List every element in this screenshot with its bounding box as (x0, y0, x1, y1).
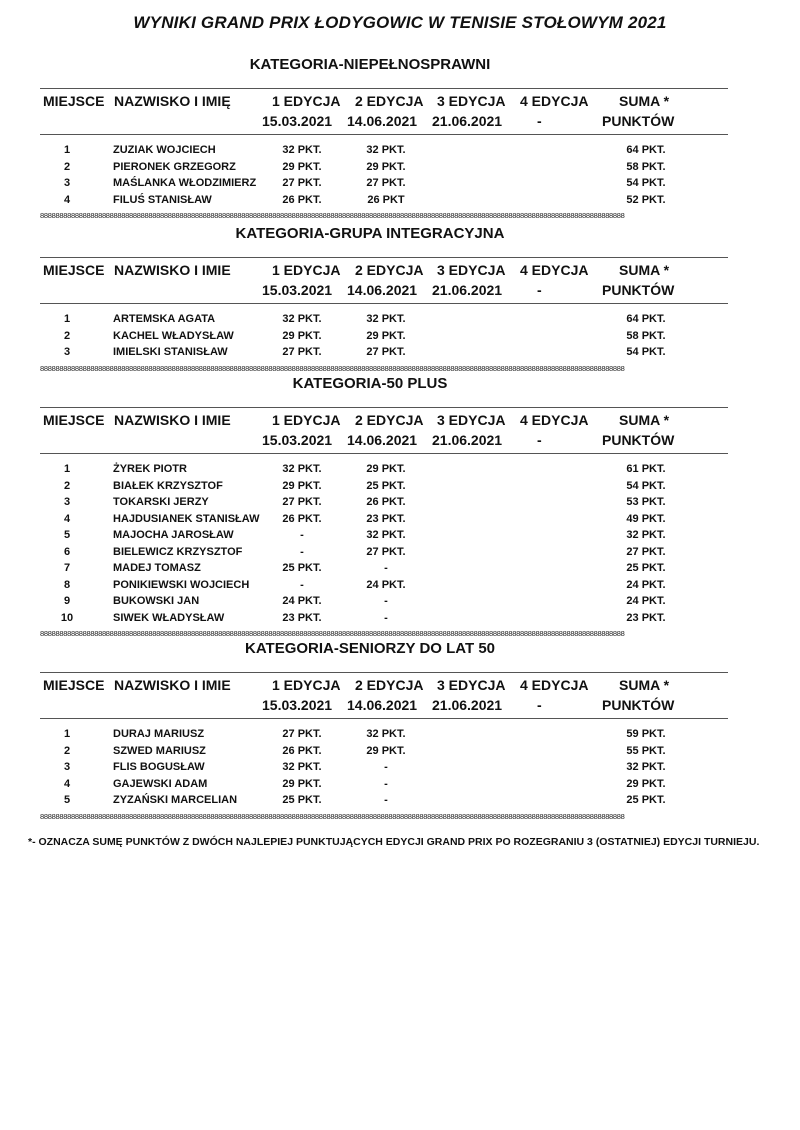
place-cell: 2 (63, 479, 71, 492)
page-title: WYNIKI GRAND PRIX ŁODYGOWIC W TENISIE STOŁOWYM 2021 (133, 13, 667, 32)
edition-2-points-cell: 29 PKT. (366, 744, 406, 757)
section-separator: 8888888888888888888888888888888888888888888888888888888888888888888888888888888888888888888888888888888888888888888888888888888888888888888888888888888 (40, 812, 625, 821)
total-points-cell: 27 PKT. (626, 545, 666, 558)
header-bottom-rule (40, 453, 728, 454)
column-subheader-d2: 14.06.2021 (347, 432, 418, 448)
column-header-e3: 3 EDYCJA (437, 677, 506, 693)
column-subheader-d2: 14.06.2021 (347, 113, 418, 129)
edition-1-points-cell: 27 PKT. (282, 346, 322, 358)
edition-2-points-cell: 32 PKT. (366, 144, 406, 156)
player-name-cell: FLIS BOGUSŁAW (113, 761, 205, 773)
column-header-e2: 2 EDYCJA (355, 412, 424, 428)
table-row (0, 480, 800, 496)
player-name-cell: ŻYREK PIOTR (113, 463, 187, 475)
edition-1-points-cell: 23 PKT. (282, 611, 322, 624)
edition-1-points-cell: 32 PKT. (282, 463, 322, 475)
edition-1-points-cell: 25 PKT. (282, 794, 322, 806)
column-header-e3: 3 EDYCJA (437, 412, 506, 428)
player-name-cell: ZUZIAK WOJCIECH (113, 144, 216, 156)
column-header-pos: MIEJSCE (43, 262, 105, 278)
place-cell: 2 (63, 160, 71, 173)
place-cell: 2 (63, 744, 71, 757)
column-header-e3: 3 EDYCJA (437, 93, 506, 109)
edition-1-points-cell: - (300, 545, 304, 558)
table-row (0, 778, 800, 794)
edition-2-points-cell: - (384, 562, 388, 574)
header-top-rule (40, 88, 728, 89)
column-subheader-d1: 15.03.2021 (262, 432, 333, 448)
player-name-cell: MADEJ TOMASZ (113, 562, 201, 574)
player-name-cell: BIAŁEK KRZYSZTOF (113, 479, 223, 492)
column-header-e2: 2 EDYCJA (355, 677, 424, 693)
table-row (0, 745, 800, 761)
category-section (0, 375, 800, 638)
player-name-cell: IMIELSKI STANISŁAW (113, 346, 228, 358)
player-name-cell: SIWEK WŁADYSŁAW (113, 611, 225, 624)
column-subheader-d3: 21.06.2021 (432, 282, 503, 298)
player-name-cell: FILUŚ STANISŁAW (113, 193, 212, 206)
table-row (0, 595, 800, 611)
player-name-cell: MAJOCHA JAROSŁAW (113, 529, 234, 541)
edition-2-points-cell: 29 PKT. (366, 160, 406, 173)
edition-1-points-cell: 32 PKT. (282, 144, 322, 156)
total-points-cell: 64 PKT. (626, 313, 666, 325)
player-name-cell: BUKOWSKI JAN (113, 595, 200, 607)
total-points-cell: 53 PKT. (626, 496, 666, 508)
total-points-cell: 61 PKT. (626, 463, 666, 475)
column-subheader-sum2: PUNKTÓW (602, 282, 675, 298)
edition-2-points-cell: - (384, 611, 388, 624)
player-name-cell: PIERONEK GRZEGORZ (113, 160, 236, 173)
player-name-cell: PONIKIEWSKI WOJCIECH (113, 578, 250, 591)
table-row (0, 728, 800, 744)
total-points-cell: 54 PKT. (626, 346, 666, 358)
column-subheader-d2: 14.06.2021 (347, 697, 418, 713)
player-name-cell: GAJEWSKI ADAM (113, 777, 208, 790)
column-header-sum: SUMA * (619, 93, 670, 109)
total-points-cell: 25 PKT. (626, 794, 666, 806)
edition-2-points-cell: 24 PKT. (366, 578, 406, 591)
column-header-e4: 4 EDYCJA (520, 677, 589, 693)
table-row (0, 346, 800, 362)
header-bottom-rule (40, 134, 728, 135)
column-header-e1: 1 EDYCJA (272, 677, 341, 693)
category-title: KATEGORIA-NIEPEŁNOSPRAWNI (249, 56, 491, 73)
edition-2-points-cell: 29 PKT. (366, 329, 406, 342)
total-points-cell: 24 PKT. (626, 578, 666, 591)
table-row (0, 579, 800, 595)
edition-1-points-cell: 29 PKT. (282, 329, 322, 342)
total-points-cell: 32 PKT. (626, 529, 666, 541)
total-points-cell: 24 PKT. (626, 595, 666, 607)
edition-2-points-cell: - (384, 761, 388, 773)
column-header-pos: MIEJSCE (43, 677, 105, 693)
column-header-e4: 4 EDYCJA (520, 93, 589, 109)
total-points-cell: 32 PKT. (626, 761, 666, 773)
column-subheader-d4: - (537, 282, 542, 298)
section-separator: 8888888888888888888888888888888888888888888888888888888888888888888888888888888888888888888888888888888888888888888888888888888888888888888888888888888 (40, 630, 625, 638)
table-row (0, 562, 800, 578)
total-points-cell: 52 PKT. (626, 193, 666, 206)
place-cell: 5 (63, 529, 71, 541)
edition-2-points-cell: 27 PKT. (366, 346, 406, 358)
place-cell: 1 (63, 144, 71, 156)
edition-1-points-cell: 26 PKT. (282, 193, 322, 206)
header-bottom-rule (40, 718, 728, 719)
total-points-cell: 55 PKT. (626, 744, 666, 757)
edition-2-points-cell: 27 PKT. (366, 177, 406, 189)
footnote: *- OZNACZA SUMĘ PUNKTÓW Z DWÓCH NAJLEPIEJ PUNKTUJĄCYCH EDYCJI GRAND PRIX PO ROZEGRANIU 3 (OSTATNIEJ) EDYCJI TURNIEJU. (28, 836, 760, 848)
total-points-cell: 54 PKT. (626, 177, 666, 189)
column-header-name: NAZWISKO I IMIĘ (114, 93, 231, 109)
table-row (0, 330, 800, 346)
player-name-cell: SZWED MARIUSZ (113, 744, 206, 757)
table-row (0, 463, 800, 479)
edition-1-points-cell: 32 PKT. (282, 313, 322, 325)
place-cell: 4 (63, 512, 71, 525)
column-header-pos: MIEJSCE (43, 412, 105, 428)
player-name-cell: ARTEMSKA AGATA (113, 313, 216, 325)
edition-2-points-cell: - (384, 777, 388, 790)
category-section (0, 640, 800, 840)
place-cell: 2 (63, 329, 71, 342)
column-header-e2: 2 EDYCJA (355, 93, 424, 109)
place-cell: 4 (63, 193, 71, 206)
edition-2-points-cell: 27 PKT. (366, 545, 406, 558)
edition-2-points-cell: 25 PKT. (366, 479, 406, 492)
table-row (0, 761, 800, 777)
edition-2-points-cell: - (384, 794, 388, 806)
total-points-cell: 59 PKT. (626, 728, 666, 740)
total-points-cell: 25 PKT. (626, 562, 666, 574)
place-cell: 3 (63, 761, 71, 773)
header-top-rule (40, 407, 728, 408)
table-row (0, 177, 800, 193)
edition-2-points-cell: 29 PKT. (366, 463, 406, 475)
column-subheader-d1: 15.03.2021 (262, 697, 333, 713)
table-row (0, 513, 800, 529)
table-row (0, 144, 800, 160)
edition-1-points-cell: 27 PKT. (282, 177, 322, 189)
column-subheader-sum2: PUNKTÓW (602, 113, 675, 129)
edition-1-points-cell: 29 PKT. (282, 777, 322, 790)
edition-2-points-cell: 26 PKT. (366, 496, 406, 508)
player-name-cell: TOKARSKI JERZY (113, 496, 209, 508)
table-row (0, 794, 800, 810)
column-subheader-d1: 15.03.2021 (262, 113, 333, 129)
column-subheader-sum2: PUNKTÓW (602, 697, 675, 713)
column-header-e1: 1 EDYCJA (272, 412, 341, 428)
table-row (0, 194, 800, 210)
column-header-sum: SUMA * (619, 262, 670, 278)
header-top-rule (40, 672, 728, 673)
edition-1-points-cell: - (300, 529, 304, 541)
column-header-name: NAZWISKO I IMIE (114, 412, 231, 428)
table-row (0, 546, 800, 562)
column-subheader-d3: 21.06.2021 (432, 432, 503, 448)
column-header-e4: 4 EDYCJA (520, 262, 589, 278)
edition-1-points-cell: 32 PKT. (282, 761, 322, 773)
edition-1-points-cell: - (300, 578, 304, 591)
place-cell: 3 (63, 346, 71, 358)
edition-1-points-cell: 26 PKT. (282, 744, 322, 757)
column-header-sum: SUMA * (619, 677, 670, 693)
player-name-cell: BIELEWICZ KRZYSZTOF (113, 545, 243, 558)
place-cell: 1 (63, 313, 71, 325)
player-name-cell: DURAJ MARIUSZ (113, 728, 205, 740)
place-cell: 1 (63, 463, 71, 475)
place-cell: 10 (60, 611, 74, 624)
table-row (0, 161, 800, 177)
player-name-cell: HAJDUSIANEK STANISŁAW (113, 512, 260, 525)
column-header-sum: SUMA * (619, 412, 670, 428)
column-subheader-d4: - (537, 432, 542, 448)
place-cell: 6 (63, 545, 71, 558)
column-header-e3: 3 EDYCJA (437, 262, 506, 278)
header-bottom-rule (40, 303, 728, 304)
total-points-cell: 58 PKT. (626, 160, 666, 173)
column-header-e1: 1 EDYCJA (272, 93, 341, 109)
edition-1-points-cell: 27 PKT. (282, 728, 322, 740)
edition-2-points-cell: 23 PKT. (366, 512, 406, 525)
place-cell: 3 (63, 496, 71, 508)
edition-1-points-cell: 24 PKT. (282, 595, 322, 607)
total-points-cell: 23 PKT. (626, 611, 666, 624)
column-header-pos: MIEJSCE (43, 93, 105, 109)
table-row (0, 496, 800, 512)
edition-2-points-cell: 26 PKT (367, 193, 405, 206)
total-points-cell: 58 PKT. (626, 329, 666, 342)
place-cell: 5 (63, 794, 71, 806)
place-cell: 3 (63, 177, 71, 189)
place-cell: 8 (63, 578, 71, 591)
column-header-e2: 2 EDYCJA (355, 262, 424, 278)
column-subheader-d3: 21.06.2021 (432, 697, 503, 713)
column-subheader-d4: - (537, 113, 542, 129)
edition-1-points-cell: 29 PKT. (282, 479, 322, 492)
column-header-e1: 1 EDYCJA (272, 262, 341, 278)
place-cell: 1 (63, 728, 71, 740)
column-subheader-d4: - (537, 697, 542, 713)
total-points-cell: 54 PKT. (626, 479, 666, 492)
place-cell: 4 (63, 777, 71, 790)
edition-1-points-cell: 27 PKT. (282, 496, 322, 508)
player-name-cell: MAŚLANKA WŁODZIMIERZ (113, 177, 257, 189)
column-subheader-d1: 15.03.2021 (262, 282, 333, 298)
header-top-rule (40, 257, 728, 258)
total-points-cell: 29 PKT. (626, 777, 666, 790)
column-subheader-d2: 14.06.2021 (347, 282, 418, 298)
edition-2-points-cell: 32 PKT. (366, 728, 406, 740)
table-row (0, 612, 800, 628)
total-points-cell: 64 PKT. (626, 144, 666, 156)
total-points-cell: 49 PKT. (626, 512, 666, 525)
section-separator: 8888888888888888888888888888888888888888888888888888888888888888888888888888888888888888888888888888888888888888888888888888888888888888888888888888888 (40, 364, 625, 373)
player-name-cell: KACHEL WŁADYSŁAW (113, 329, 234, 342)
table-row (0, 313, 800, 329)
column-header-name: NAZWISKO I IMIE (114, 262, 231, 278)
edition-1-points-cell: 25 PKT. (282, 562, 322, 574)
category-title: KATEGORIA-GRUPA INTEGRACYJNA (235, 225, 505, 242)
column-header-e4: 4 EDYCJA (520, 412, 589, 428)
edition-1-points-cell: 26 PKT. (282, 512, 322, 525)
edition-2-points-cell: - (384, 595, 388, 607)
column-subheader-sum2: PUNKTÓW (602, 432, 675, 448)
column-header-name: NAZWISKO I IMIE (114, 677, 231, 693)
place-cell: 7 (63, 562, 71, 574)
place-cell: 9 (63, 595, 71, 607)
category-title: KATEGORIA-50 PLUS (292, 375, 448, 392)
edition-2-points-cell: 32 PKT. (366, 529, 406, 541)
edition-1-points-cell: 29 PKT. (282, 160, 322, 173)
column-subheader-d3: 21.06.2021 (432, 113, 503, 129)
edition-2-points-cell: 32 PKT. (366, 313, 406, 325)
player-name-cell: ZYZAŃSKI MARCELIAN (113, 794, 238, 806)
section-separator: 8888888888888888888888888888888888888888888888888888888888888888888888888888888888888888888888888888888888888888888888888888888888888888888888888888888 (40, 212, 625, 220)
category-title: KATEGORIA-SENIORZY DO LAT 50 (244, 640, 496, 657)
table-row (0, 529, 800, 545)
